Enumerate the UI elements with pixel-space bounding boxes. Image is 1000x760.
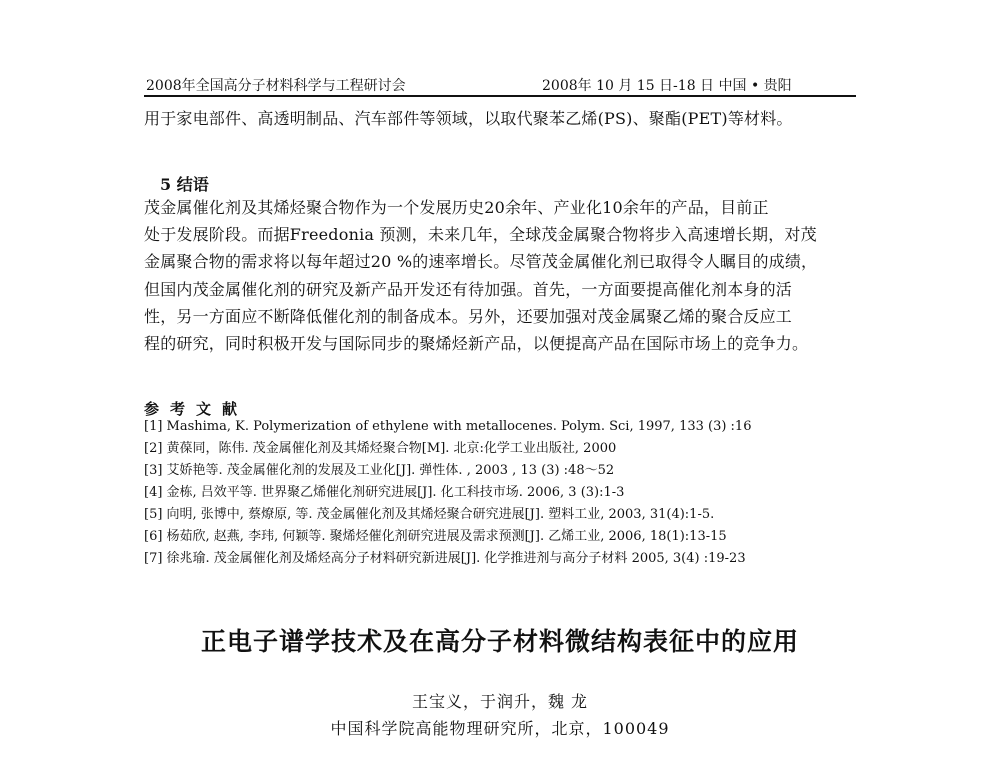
next-paper-title: 正电子谱学技术及在高分子材料微结构表征中的应用: [200, 627, 799, 656]
reference-item: [3] 艾娇艳等. 茂金属催化剂的发展及工业化[J]. 弹性体. , 2003 , 13 (3) :48～52: [144, 463, 615, 478]
reference-item: [4] 金栋, 吕效平等. 世界聚乙烯催化剂研究进展[J]. 化工科技市场. 2006, 3 (3):1-3: [144, 485, 625, 500]
references-heading: 参考文献: [144, 400, 249, 418]
conference-name: 2008年全国高分子材料科学与工程研讨会: [146, 78, 406, 94]
reference-item: [7] 徐兆瑜. 茂金属催化剂及烯烃高分子材料研究新进展[J]. 化学推进剂与高分子材料 2005, 3(4) :19-23: [144, 551, 746, 566]
next-paper-authors: 王宝义，于润升，魏 龙: [411, 692, 589, 711]
conclusion-line: 性，另一方面应不断降低催化剂的制备成本。另外，还要加强对茂金属聚乙烯的聚合反应工: [144, 307, 793, 326]
running-header: [144, 72, 854, 94]
conclusion-line: 程的研究，同时积极开发与国际同步的聚烯烃新产品，以便提高产品在国际市场上的竞争力。: [144, 334, 809, 353]
header-rule: [144, 95, 856, 97]
conclusion-line: 金属聚合物的需求将以每年超过20 %的速率增长。尽管茂金属催化剂已取得令人瞩目的成绩，: [144, 252, 818, 271]
section-heading-conclusion: 5 结语: [160, 175, 209, 194]
reference-item: [6] 杨茹欣, 赵燕, 李玮, 何颖等. 聚烯烃催化剂研究进展及需求预测[J]. 乙烯工业, 2006, 18(1):13-15: [144, 529, 727, 544]
reference-list: [144, 416, 864, 570]
reference-item: [2] 黄葆同，陈伟. 茂金属催化剂及其烯烃聚合物[M]. 北京:化学工业出版社, 2000: [144, 441, 617, 456]
conclusion-line: 处于发展阶段。而据Freedonia 预测，未来几年，全球茂金属聚合物将步入高速增长期，对茂: [144, 225, 817, 244]
reference-item: [1] Mashima, K. Polymerization of ethylene with metallocenes. Polym. Sci, 1997, 133 (3) :16: [144, 419, 752, 434]
intro-line: 用于家电部件、高透明制品、汽车部件等领域，以取代聚苯乙烯(PS)、聚酯(PET)等材料。: [144, 109, 793, 128]
next-paper-affiliation: 中国科学院高能物理研究所，北京，100049: [330, 719, 670, 738]
conclusion-line: 茂金属催化剂及其烯烃聚合物作为一个发展历史20余年、产业化10余年的产品，目前正: [144, 198, 769, 217]
conclusion-line: 但国内茂金属催化剂的研究及新产品开发还有待加强。首先，一方面要提高催化剂本身的活: [144, 280, 793, 299]
reference-item: [5] 向明, 张博中, 蔡燎原, 等. 茂金属催化剂及其烯烃聚合研究进展[J]. 塑料工业, 2003, 31(4):1-5.: [144, 507, 715, 522]
conference-date-location: 2008年 10 月 15 日-18 日 中国 • 贵阳: [542, 78, 792, 94]
